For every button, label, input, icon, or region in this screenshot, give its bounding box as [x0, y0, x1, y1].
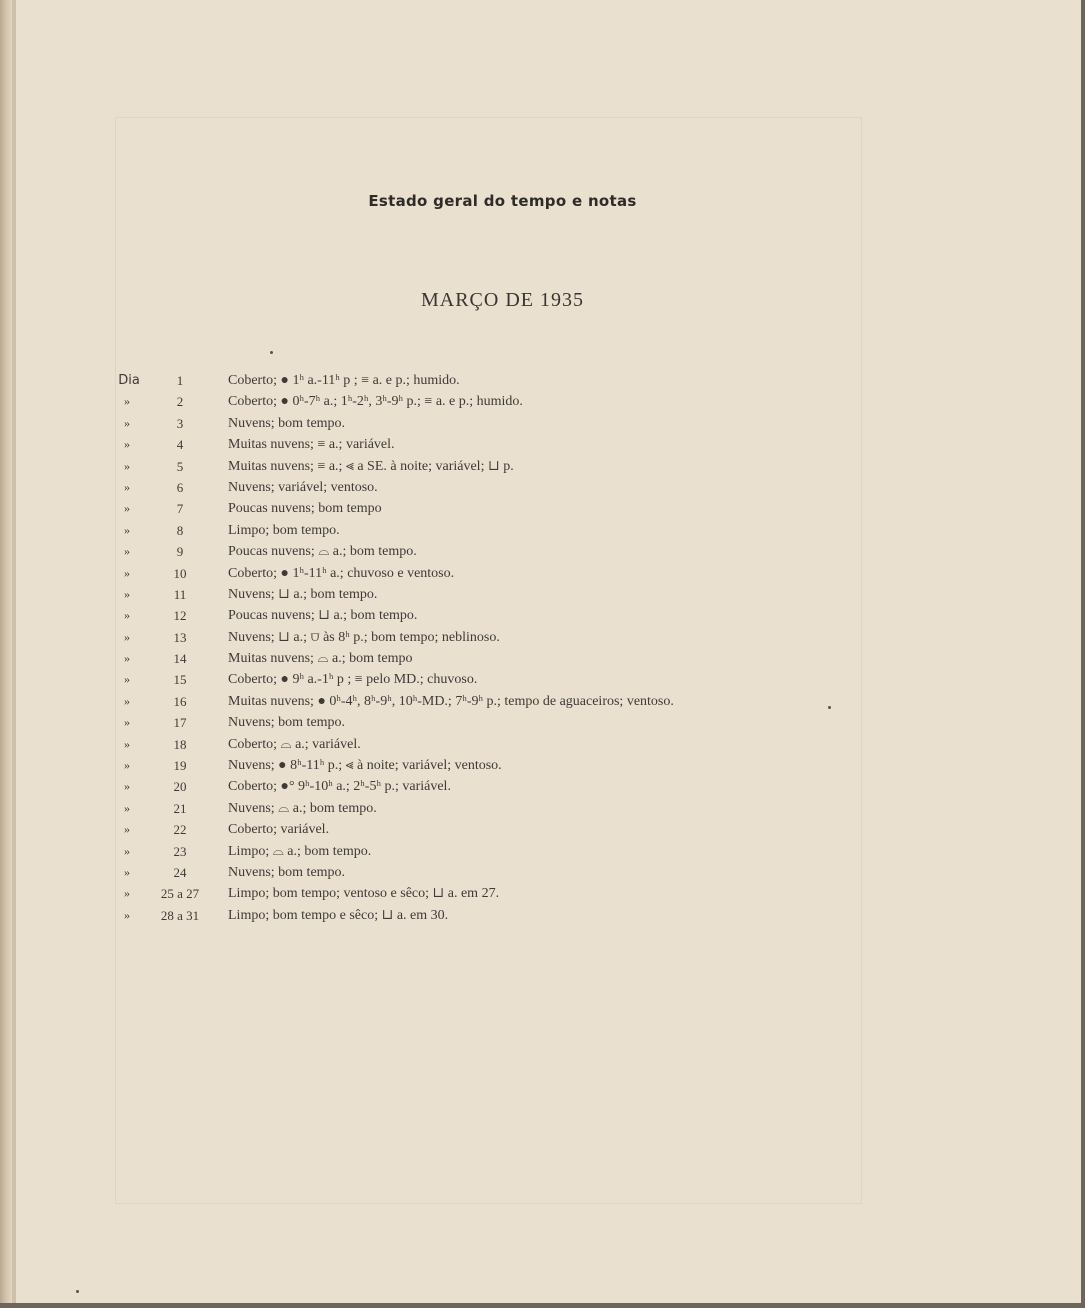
- day-number: 13: [173, 629, 187, 645]
- table-row: [0, 755, 1085, 776]
- weather-note: Nuvens; ⊔ a.; ⩌ às 8ʰ p.; bom tempo; neblinoso.: [228, 629, 500, 645]
- weather-note: Nuvens; bom tempo.: [228, 715, 346, 731]
- ditto-mark: »: [124, 779, 130, 794]
- table-row: [0, 584, 1085, 605]
- table-row: [0, 819, 1085, 840]
- day-number: 15: [173, 672, 187, 688]
- weather-note: Limpo; ⌓ a.; bom tempo.: [228, 843, 372, 859]
- day-number: 8: [176, 522, 184, 538]
- table-row: [0, 712, 1085, 733]
- day-number: 18: [173, 736, 187, 752]
- day-number: 10: [173, 565, 187, 581]
- weather-notes-list: [0, 370, 1085, 926]
- ditto-mark: »: [124, 522, 130, 537]
- weather-note: Poucas nuvens; ⊔ a.; bom tempo.: [228, 608, 418, 624]
- table-row: [0, 883, 1085, 904]
- ditto-mark: »: [124, 586, 130, 601]
- table-row: [0, 477, 1085, 498]
- ditto-mark: »: [124, 672, 130, 687]
- day-number: 6: [176, 479, 184, 495]
- day-number: 3: [176, 415, 184, 431]
- day-number: 14: [173, 651, 187, 667]
- table-row: [0, 456, 1085, 477]
- ditto-mark: »: [124, 415, 130, 430]
- ditto-mark: »: [124, 715, 130, 730]
- table-row: [0, 691, 1085, 712]
- ditto-mark: »: [124, 608, 130, 623]
- page-heading: Estado geral do tempo e notas: [368, 192, 637, 210]
- weather-note: Nuvens; bom tempo.: [228, 415, 346, 431]
- table-row: [0, 734, 1085, 755]
- table-row: [0, 434, 1085, 455]
- paper-speck: [270, 351, 273, 354]
- weather-note: Muitas nuvens; ≡ a.; ⪡ a SE. à noite; variável; ⊔ p.: [228, 458, 514, 474]
- table-row: [0, 370, 1085, 391]
- table-row: [0, 413, 1085, 434]
- day-number: 2: [176, 394, 184, 410]
- ditto-mark: »: [124, 693, 130, 708]
- day-number: 23: [173, 843, 187, 859]
- table-row: [0, 841, 1085, 862]
- table-row: [0, 391, 1085, 412]
- day-number: 24: [173, 864, 187, 880]
- ditto-mark: »: [124, 843, 130, 858]
- weather-note: Poucas nuvens; ⌓ a.; bom tempo.: [228, 544, 417, 560]
- table-row: [0, 605, 1085, 626]
- ditto-mark: »: [124, 437, 130, 452]
- day-number: 12: [173, 608, 187, 624]
- weather-note: Poucas nuvens; bom tempo: [228, 501, 382, 517]
- ditto-mark: »: [124, 501, 130, 516]
- ditto-mark: »: [124, 822, 130, 837]
- ditto-mark: »: [124, 458, 130, 473]
- weather-note: Muitas nuvens; ≡ a.; variável.: [228, 437, 395, 453]
- weather-note: Nuvens; ⌓ a.; bom tempo.: [228, 800, 377, 816]
- ditto-mark: »: [124, 394, 130, 409]
- weather-note: Muitas nuvens; ● 0ʰ-4ʰ, 8ʰ-9ʰ, 10ʰ-MD.; 7ʰ-9ʰ p.; tempo de aguaceiros; ventoso.: [228, 693, 674, 709]
- day-number: 11: [173, 586, 187, 602]
- day-number: 16: [173, 693, 187, 709]
- weather-note: Coberto; ● 1ʰ-11ʰ a.; chuvoso e ventoso.: [228, 565, 455, 581]
- ditto-mark: »: [124, 629, 130, 644]
- weather-note: Muitas nuvens; ⌓ a.; bom tempo: [228, 651, 413, 667]
- weather-note: Nuvens; ⊔ a.; bom tempo.: [228, 586, 378, 602]
- weather-note: Limpo; bom tempo.: [228, 522, 340, 538]
- table-row: [0, 862, 1085, 883]
- table-row: [0, 905, 1085, 926]
- ditto-mark: »: [124, 544, 130, 559]
- day-number: 21: [173, 800, 187, 816]
- paper-speck: [828, 706, 831, 709]
- page-bottom-border: [0, 1303, 1085, 1308]
- table-row: [0, 776, 1085, 797]
- table-row: [0, 627, 1085, 648]
- weather-note: Coberto; ⌓ a.; variável.: [228, 736, 361, 752]
- day-number: 5: [176, 458, 184, 474]
- day-number: 22: [173, 822, 187, 838]
- ditto-mark: »: [124, 907, 130, 922]
- day-number: 7: [176, 501, 184, 517]
- table-row: [0, 648, 1085, 669]
- weather-note: Coberto; ● 0ʰ-7ʰ a.; 1ʰ-2ʰ, 3ʰ-9ʰ p.; ≡ a. e p.; humido.: [228, 394, 523, 410]
- table-row: [0, 798, 1085, 819]
- ditto-mark: »: [124, 886, 130, 901]
- ditto-mark: »: [124, 864, 130, 879]
- table-row: [0, 669, 1085, 690]
- weather-note: Coberto; ● 9ʰ a.-1ʰ p ; ≡ pelo MD.; chuvoso.: [228, 672, 478, 688]
- table-row: [0, 520, 1085, 541]
- weather-note: Limpo; bom tempo e sêco; ⊔ a. em 30.: [228, 907, 449, 923]
- weather-note: Coberto; ●° 9ʰ-10ʰ a.; 2ʰ-5ʰ p.; variável.: [228, 779, 451, 795]
- day-number: 4: [176, 437, 184, 453]
- ditto-mark: »: [124, 565, 130, 580]
- weather-note: Nuvens; variável; ventoso.: [228, 479, 378, 495]
- table-row: [0, 563, 1085, 584]
- day-number: 25 a 27: [160, 886, 200, 902]
- day-number: 1: [176, 373, 184, 388]
- ditto-mark: »: [124, 736, 130, 751]
- ditto-mark: »: [124, 758, 130, 773]
- ditto-mark: »: [124, 651, 130, 666]
- weather-note: Coberto; variável.: [228, 822, 330, 838]
- weather-note: Nuvens; bom tempo.: [228, 864, 346, 880]
- day-number: 9: [176, 544, 184, 560]
- weather-note: Coberto; ● 1ʰ a.-11ʰ p ; ≡ a. e p.; humido.: [228, 373, 460, 388]
- day-number: 28 a 31: [160, 907, 200, 923]
- day-number: 19: [173, 758, 187, 774]
- weather-note: Nuvens; ● 8ʰ-11ʰ p.; ⪡ à noite; variável; ventoso.: [228, 758, 502, 774]
- day-number: 17: [173, 715, 187, 731]
- day-number: 20: [173, 779, 187, 795]
- day-label: Dia: [118, 373, 140, 388]
- table-row: [0, 498, 1085, 519]
- month-title: MARÇO DE 1935: [420, 289, 584, 311]
- table-row: [0, 541, 1085, 562]
- paper-speck: [76, 1290, 79, 1293]
- ditto-mark: »: [124, 800, 130, 815]
- weather-note: Limpo; bom tempo; ventoso e sêco; ⊔ a. em 27.: [228, 886, 500, 902]
- ditto-mark: »: [124, 479, 130, 494]
